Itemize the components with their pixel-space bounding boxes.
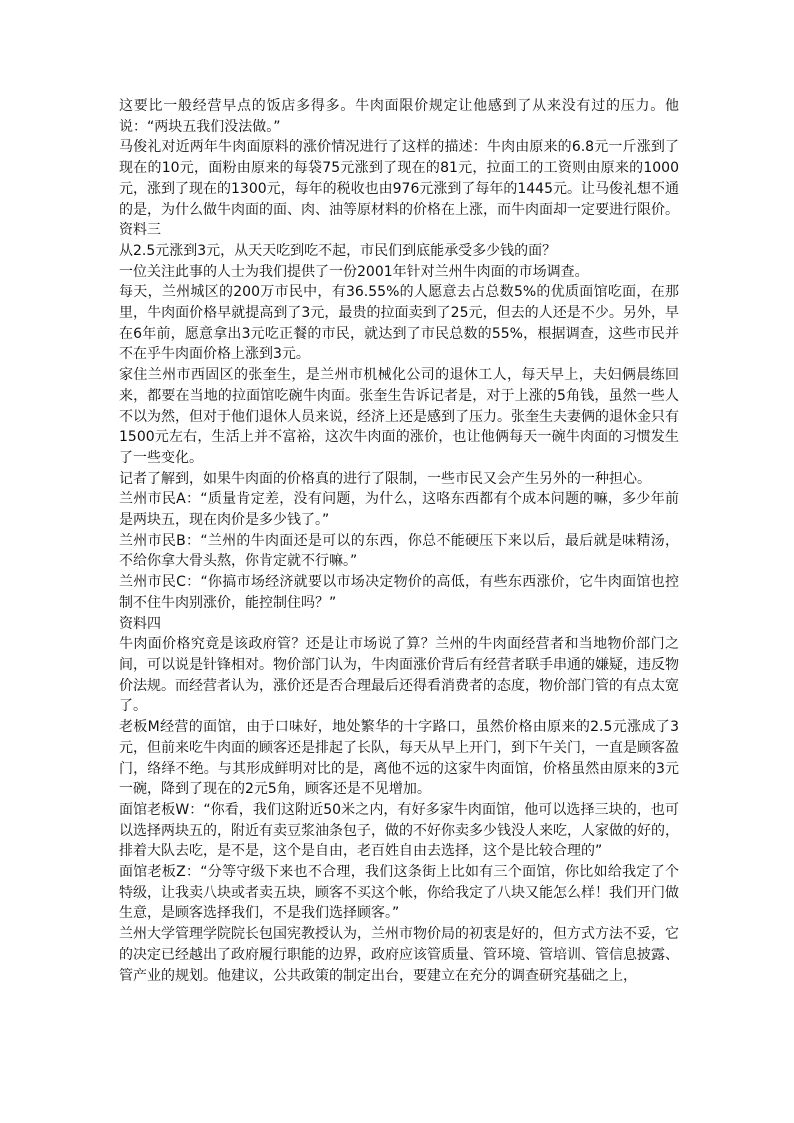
paragraph: 牛肉面价格究竟是该政府管？还是让市场说了算？兰州的牛肉面经营者和当地物价部门之间，可以说是针锋相对。物价部门认为，牛肉面涨价背后有经营者联手串通的嫌疑，违反物价法规。而经营者认为，涨价还是否合理最后还得看消费者的态度，物价部门管的有点太宽了。 — [119, 636, 679, 715]
paragraph: 每天，兰州城区的200万市民中，有36.55%的人愿意去占总数5%的优质面馆吃面，在那里，牛肉面价格早就提高到了3元，最贵的拉面卖到了25元，但去的人还是不少。另外，早在6年前，愿意拿出3元吃正餐的市民，就达到了市民总数的55%，根据调查，这些市民并不在乎牛肉面价格上涨到3元。 — [119, 284, 679, 363]
quote-paragraph: 兰州市民B：“兰州的牛肉面还是可以的东西，你总不能硬压下来以后，最后就是味精汤，不给你拿大骨头熬，你肯定就不行嘛。” — [119, 532, 679, 570]
section-heading: 资料四 — [119, 615, 161, 632]
paragraph: 家住兰州市西固区的张奎生，是兰州市机械化公司的退休工人，每天早上，夫妇俩晨练回来，都要在当地的拉面馆吃碗牛肉面。张奎生告诉记者是，对于上涨的5角钱，虽然一些人不以为然，但对于他们退休人员来说，经济上还是感到了压力。张奎生夫妻俩的退休金只有1500元左右，生活上并不富裕，这次牛肉面的涨价，也让他俩每天一碗牛肉面的习惯发生了一些变化。 — [119, 367, 679, 466]
paragraph: 马俊礼对近两年牛肉面原料的涨价情况进行了这样的描述：牛肉由原来的6.8元一斤涨到了现在的10元，面粉由原来的每袋75元涨到了现在的81元，拉面工的工资则由原来的1000元，涨到了现在的1300元，每年的税收也由976元涨到了每年的1445元。让马俊礼想不通的是，为什么做牛肉面的面、肉、油等原材料的价格在上涨，而牛肉面却一定要进行限价。 — [119, 139, 679, 218]
paragraph: 从2.5元涨到3元，从天天吃到吃不起，市民们到底能承受多少钱的面？ — [119, 242, 557, 259]
paragraph: 一位关注此事的人士为我们提供了一份2001年针对兰州牛肉面的市场调查。 — [119, 263, 589, 280]
quote-paragraph: 面馆老板Z：“分等守级下来也不合理，我们这条街上比如有三个面馆，你比如给我定了个特级，让我卖八块或者卖五块，顾客不买这个帐，你给我定了八块又能怎么样！我们开门做生意，是顾客选择我们，不是我们选择顾客。” — [119, 864, 679, 922]
paragraph: 记者了解到，如果牛肉面的价格真的进行了限制，一些市民又会产生另外的一种担心。 — [119, 470, 651, 487]
section-heading: 资料三 — [119, 222, 161, 239]
quote-paragraph: 面馆老板W：“你看，我们这附近50米之内，有好多家牛肉面馆，他可以选择三块的，也可以选择两块五的，附近有卖豆浆油条包子，做的不好你卖多少钱没人来吃，人家做的好的，排着大队去吃，是不是，这个是自由，老百姓自由去选择，这个是比较合理的” — [119, 801, 679, 860]
quote-paragraph: 兰州市民A：“质量肯定差，没有问题，为什么，这咯东西都有个成本问题的嘛，多少年前是两块五，现在肉价是多少钱了。” — [119, 491, 679, 529]
paragraph: 老板M经营的面馆，由于口味好，地处繁华的十字路口，虽然价格由原来的2.5元涨成了3元，但前来吃牛肉面的顾客还是排起了长队，每天从早上开门，到下午关门，一直是顾客盈门，络绎不绝。与其形成鲜明对比的是，离他不远的这家牛肉面馆，价格虽然由原来的3元一碗，降到了现在的2元5角，顾客还是不见增加。 — [119, 719, 679, 798]
paragraph: 兰州大学管理学院院长包国宪教授认为，兰州市物价局的初衷是好的，但方式方法不妥，它的决定已经越出了政府履行职能的边界，政府应该管质量、管环境、管培训、管信息披露、管产业的规划。他建议，公共政策的制定出台，要建立在充分的调查研究基础之上， — [119, 926, 679, 984]
paragraph: 这要比一般经营早点的饭店多得多。牛肉面限价规定让他感到了从来没有过的压力。他说：“两块五我们没法做。” — [119, 98, 679, 135]
quote-paragraph: 兰州市民C：“你搞市场经济就要以市场决定物价的高低，有些东西涨价，它牛肉面馆也控制不住牛肉别涨价，能控制住吗？” — [119, 574, 679, 611]
document-page — [119, 96, 679, 986]
